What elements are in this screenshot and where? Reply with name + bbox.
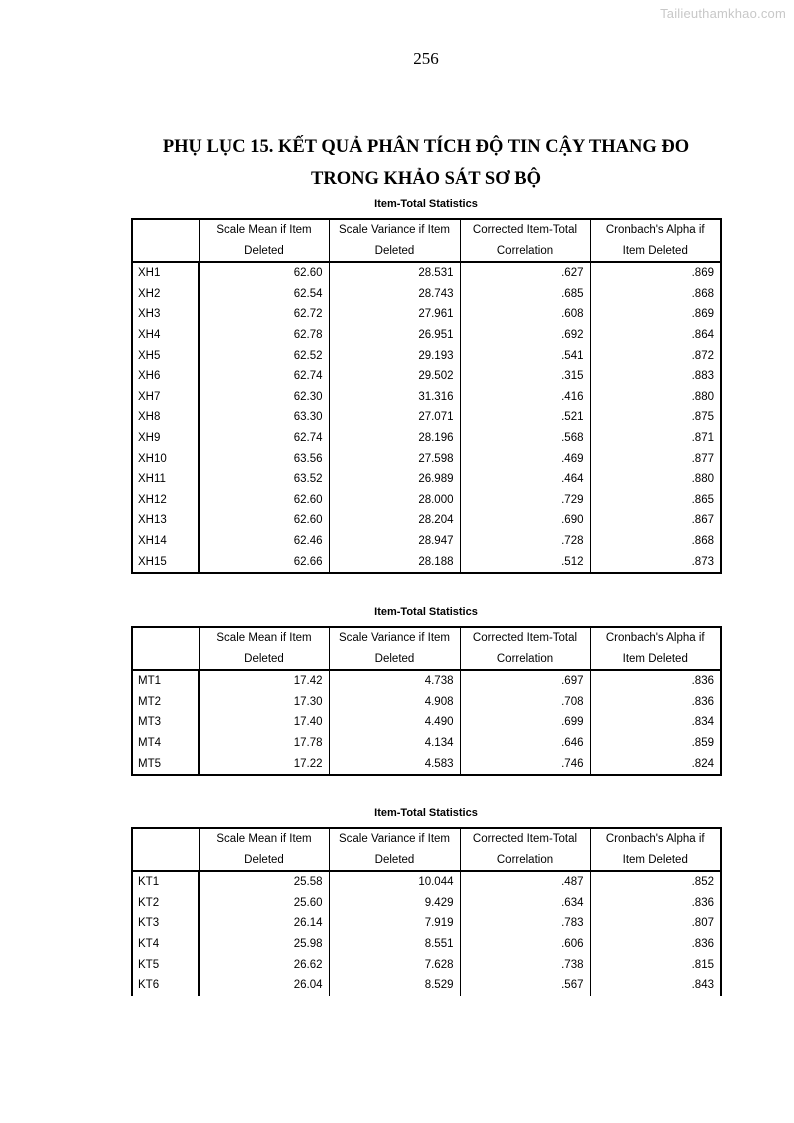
row-label: XH3	[132, 304, 199, 325]
col-alpha-if-deleted	[590, 627, 721, 670]
header-corner	[132, 219, 199, 262]
item-total-table	[131, 827, 722, 996]
cell-variance: 29.193	[329, 345, 460, 366]
cell-alpha: .836	[590, 934, 721, 955]
cell-alpha: .871	[590, 428, 721, 449]
cell-alpha: .815	[590, 954, 721, 975]
cell-variance: 4.134	[329, 733, 460, 754]
row-label: XH10	[132, 448, 199, 469]
row-label: KT1	[132, 871, 199, 893]
cell-correlation: .521	[460, 407, 590, 428]
cell-correlation: .568	[460, 428, 590, 449]
cell-correlation: .627	[460, 262, 590, 284]
col-scale-mean	[199, 828, 329, 871]
cell-correlation: .634	[460, 893, 590, 914]
cell-correlation: .608	[460, 304, 590, 325]
table-row	[132, 407, 721, 428]
page-number: 256	[413, 49, 439, 68]
cell-mean: 63.30	[199, 407, 329, 428]
table-row	[132, 325, 721, 346]
header-line: Corrected Item-Total	[472, 833, 578, 845]
table-row	[132, 692, 721, 713]
header-line: Scale Variance if Item	[338, 833, 450, 845]
cell-correlation: .692	[460, 325, 590, 346]
header-line: Corrected Item-Total	[472, 632, 578, 644]
cell-correlation: .416	[460, 387, 590, 408]
cell-alpha: .880	[590, 387, 721, 408]
title-line-2: TRONG KHẢO SÁT SƠ BỘ	[311, 169, 541, 189]
cell-variance: 7.919	[329, 913, 460, 934]
cell-alpha: .843	[590, 975, 721, 996]
cell-mean: 62.74	[199, 366, 329, 387]
cell-variance: 28.196	[329, 428, 460, 449]
cell-mean: 62.60	[199, 490, 329, 511]
cell-variance: 28.000	[329, 490, 460, 511]
table-row	[132, 934, 721, 955]
header-line: Correlation	[496, 853, 554, 866]
cell-mean: 62.54	[199, 284, 329, 305]
cell-variance: 27.071	[329, 407, 460, 428]
cell-variance: 9.429	[329, 893, 460, 914]
cell-variance: 4.738	[329, 670, 460, 692]
watermark: Tailieuthamkhao.com	[660, 6, 786, 21]
cell-correlation: .685	[460, 284, 590, 305]
table-row	[132, 954, 721, 975]
row-label: MT2	[132, 692, 199, 713]
cell-alpha: .869	[590, 262, 721, 284]
cell-alpha: .836	[590, 893, 721, 914]
header-line: Scale Mean if Item	[216, 632, 312, 644]
col-corrected-correlation	[460, 219, 590, 262]
cell-correlation: .315	[460, 366, 590, 387]
cell-variance: 8.529	[329, 975, 460, 996]
cell-alpha: .859	[590, 733, 721, 754]
cell-alpha: .834	[590, 712, 721, 733]
row-label: KT5	[132, 954, 199, 975]
cell-variance: 26.989	[329, 469, 460, 490]
cell-correlation: .738	[460, 954, 590, 975]
table-caption: Item-Total Statistics	[374, 807, 478, 819]
cell-correlation: .708	[460, 692, 590, 713]
table-row	[132, 975, 721, 996]
cell-mean: 25.58	[199, 871, 329, 893]
cell-mean: 62.78	[199, 325, 329, 346]
header-line: Cronbach's Alpha if	[605, 224, 705, 236]
header-line: Scale Variance if Item	[338, 632, 450, 644]
table-row	[132, 304, 721, 325]
col-alpha-if-deleted	[590, 219, 721, 262]
cell-correlation: .783	[460, 913, 590, 934]
table-row	[132, 871, 721, 893]
title-line-1: PHỤ LỤC 15. KẾT QUẢ PHÂN TÍCH ĐỘ TIN CẬY THANG ĐO	[162, 137, 690, 157]
cell-correlation: .697	[460, 670, 590, 692]
header-line: Deleted	[374, 652, 415, 665]
row-label: XH9	[132, 428, 199, 449]
cell-alpha: .867	[590, 510, 721, 531]
row-label: XH2	[132, 284, 199, 305]
header-line: Corrected Item-Total	[472, 224, 578, 236]
cell-mean: 62.46	[199, 531, 329, 552]
row-label: KT3	[132, 913, 199, 934]
row-label: XH11	[132, 469, 199, 490]
cell-mean: 17.30	[199, 692, 329, 713]
table-caption: Item-Total Statistics	[374, 606, 478, 618]
cell-alpha: .868	[590, 531, 721, 552]
cell-correlation: .746	[460, 753, 590, 775]
header-line: Deleted	[244, 244, 284, 257]
table-row	[132, 262, 721, 284]
item-total-table	[131, 218, 722, 574]
col-corrected-correlation	[460, 627, 590, 670]
cell-mean: 62.52	[199, 345, 329, 366]
row-label: MT5	[132, 753, 199, 775]
table-row	[132, 510, 721, 531]
row-label: MT4	[132, 733, 199, 754]
table-row	[132, 551, 721, 573]
table-row	[132, 345, 721, 366]
cell-variance: 8.551	[329, 934, 460, 955]
cell-correlation: .541	[460, 345, 590, 366]
row-label: MT3	[132, 712, 199, 733]
header-line: Deleted	[374, 244, 415, 257]
row-label: XH13	[132, 510, 199, 531]
row-label: XH14	[132, 531, 199, 552]
cell-mean: 17.40	[199, 712, 329, 733]
header-line: Item Deleted	[622, 652, 688, 665]
cell-variance: 26.951	[329, 325, 460, 346]
header-row	[132, 828, 721, 871]
cell-variance: 28.947	[329, 531, 460, 552]
header-line: Correlation	[496, 244, 554, 257]
cell-alpha: .869	[590, 304, 721, 325]
cell-mean: 63.56	[199, 448, 329, 469]
cell-variance: 4.908	[329, 692, 460, 713]
cell-correlation: .512	[460, 551, 590, 573]
cell-mean: 62.66	[199, 551, 329, 573]
page-title	[0, 131, 794, 195]
row-label: XH5	[132, 345, 199, 366]
header-line: Correlation	[496, 652, 554, 665]
row-label: XH4	[132, 325, 199, 346]
header-line: Scale Mean if Item	[216, 224, 312, 236]
row-label: XH1	[132, 262, 199, 284]
col-scale-mean	[199, 219, 329, 262]
col-scale-variance	[329, 627, 460, 670]
header-line: Deleted	[244, 652, 284, 665]
header-line: Cronbach's Alpha if	[605, 833, 705, 845]
cell-correlation: .728	[460, 531, 590, 552]
header-line: Item Deleted	[622, 853, 688, 866]
cell-mean: 62.72	[199, 304, 329, 325]
cell-alpha: .836	[590, 692, 721, 713]
cell-variance: 27.598	[329, 448, 460, 469]
cell-variance: 4.490	[329, 712, 460, 733]
table-row	[132, 448, 721, 469]
header-corner	[132, 828, 199, 871]
table-row	[132, 733, 721, 754]
header-row	[132, 219, 721, 262]
col-alpha-if-deleted	[590, 828, 721, 871]
cell-variance: 28.204	[329, 510, 460, 531]
table-row	[132, 712, 721, 733]
header-row	[132, 627, 721, 670]
row-label: KT4	[132, 934, 199, 955]
cell-correlation: .606	[460, 934, 590, 955]
cell-variance: 29.502	[329, 366, 460, 387]
row-label: KT6	[132, 975, 199, 996]
cell-correlation: .646	[460, 733, 590, 754]
cell-mean: 62.74	[199, 428, 329, 449]
cell-mean: 62.60	[199, 262, 329, 284]
cell-mean: 17.22	[199, 753, 329, 775]
cell-variance: 7.628	[329, 954, 460, 975]
item-total-table	[131, 626, 722, 776]
cell-mean: 25.60	[199, 893, 329, 914]
header-corner	[132, 627, 199, 670]
cell-variance: 27.961	[329, 304, 460, 325]
table-row	[132, 893, 721, 914]
cell-variance: 4.583	[329, 753, 460, 775]
row-label: XH15	[132, 551, 199, 573]
table-row	[132, 490, 721, 511]
cell-alpha: .852	[590, 871, 721, 893]
cell-mean: 17.78	[199, 733, 329, 754]
table-row	[132, 387, 721, 408]
row-label: XH12	[132, 490, 199, 511]
cell-mean: 25.98	[199, 934, 329, 955]
cell-variance: 28.188	[329, 551, 460, 573]
table-row	[132, 913, 721, 934]
col-corrected-correlation	[460, 828, 590, 871]
header-line: Cronbach's Alpha if	[605, 632, 705, 644]
header-line: Item Deleted	[622, 244, 688, 257]
cell-alpha: .865	[590, 490, 721, 511]
header-line: Scale Variance if Item	[338, 224, 450, 236]
cell-variance: 28.743	[329, 284, 460, 305]
cell-correlation: .729	[460, 490, 590, 511]
cell-mean: 62.60	[199, 510, 329, 531]
cell-variance: 10.044	[329, 871, 460, 893]
col-scale-mean	[199, 627, 329, 670]
cell-alpha: .873	[590, 551, 721, 573]
row-label: XH7	[132, 387, 199, 408]
col-scale-variance	[329, 219, 460, 262]
table-row	[132, 531, 721, 552]
table-row	[132, 753, 721, 775]
cell-mean: 26.04	[199, 975, 329, 996]
cell-mean: 62.30	[199, 387, 329, 408]
row-label: MT1	[132, 670, 199, 692]
cell-variance: 28.531	[329, 262, 460, 284]
cell-alpha: .872	[590, 345, 721, 366]
cell-alpha: .836	[590, 670, 721, 692]
table-caption: Item-Total Statistics	[374, 198, 478, 210]
cell-alpha: .883	[590, 366, 721, 387]
cell-correlation: .464	[460, 469, 590, 490]
table-row	[132, 428, 721, 449]
cell-correlation: .690	[460, 510, 590, 531]
table-row	[132, 670, 721, 692]
cell-alpha: .864	[590, 325, 721, 346]
table-row	[132, 284, 721, 305]
cell-mean: 63.52	[199, 469, 329, 490]
cell-alpha: .877	[590, 448, 721, 469]
cell-correlation: .487	[460, 871, 590, 893]
header-line: Deleted	[374, 853, 415, 866]
cell-alpha: .868	[590, 284, 721, 305]
row-label: KT2	[132, 893, 199, 914]
row-label: XH6	[132, 366, 199, 387]
cell-mean: 17.42	[199, 670, 329, 692]
row-label: XH8	[132, 407, 199, 428]
cell-alpha: .807	[590, 913, 721, 934]
table-row	[132, 469, 721, 490]
cell-correlation: .699	[460, 712, 590, 733]
cell-correlation: .469	[460, 448, 590, 469]
cell-mean: 26.14	[199, 913, 329, 934]
cell-alpha: .875	[590, 407, 721, 428]
table-row	[132, 366, 721, 387]
cell-alpha: .824	[590, 753, 721, 775]
header-line: Deleted	[244, 853, 284, 866]
cell-variance: 31.316	[329, 387, 460, 408]
cell-mean: 26.62	[199, 954, 329, 975]
col-scale-variance	[329, 828, 460, 871]
cell-alpha: .880	[590, 469, 721, 490]
header-line: Scale Mean if Item	[216, 833, 312, 845]
cell-correlation: .567	[460, 975, 590, 996]
